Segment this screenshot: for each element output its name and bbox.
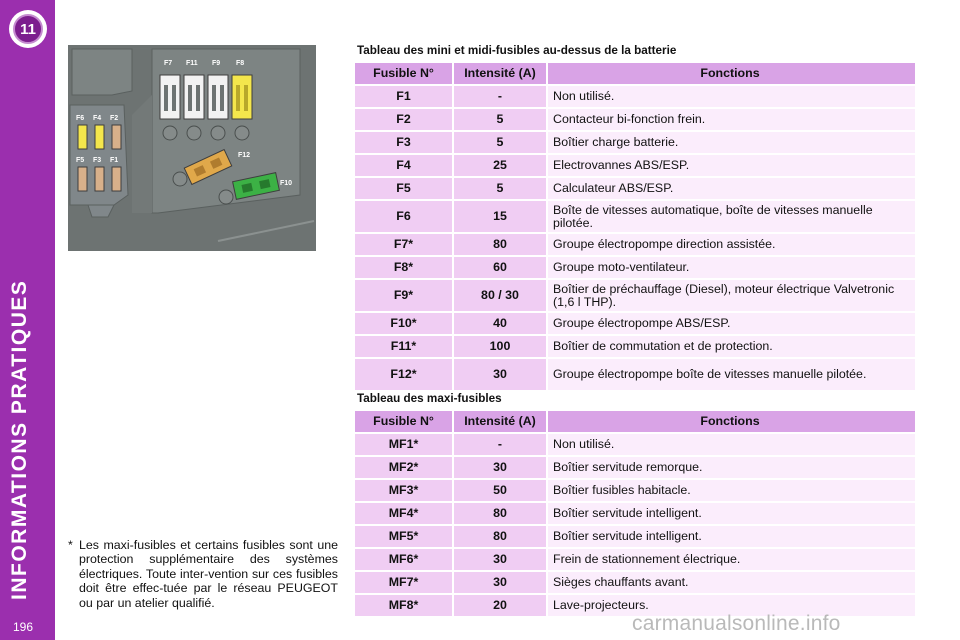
fuse-amps: 40 — [454, 313, 546, 334]
fuse-amps: 80 — [454, 526, 546, 547]
fuse-amps: 50 — [454, 480, 546, 501]
fuse-amps: - — [454, 86, 546, 107]
fuse-number: F3 — [355, 132, 452, 153]
fuse-number: F4 — [355, 155, 452, 176]
header-amps: Intensité (A) — [454, 63, 546, 84]
fuse-f1 — [112, 167, 121, 191]
fuse-label-f5: F5 — [76, 157, 85, 164]
table-header — [355, 63, 915, 84]
table-row — [355, 257, 915, 278]
fuse-box-illustration — [68, 45, 316, 251]
fuse-function: Contacteur bi-fonction frein. — [548, 109, 915, 130]
table1-body — [355, 86, 915, 390]
fuse-amps: 100 — [454, 336, 546, 357]
fuse-amps: 20 — [454, 595, 546, 616]
fuse-number: F10* — [355, 313, 452, 334]
fuse-amps: 5 — [454, 109, 546, 130]
fuse-number: MF5* — [355, 526, 452, 547]
section-title: INFORMATIONS PRATIQUES — [8, 279, 31, 600]
table-row — [355, 132, 915, 153]
fuse-amps: - — [454, 434, 546, 455]
table-row — [355, 480, 915, 501]
fuse-amps: 30 — [454, 549, 546, 570]
fuse-amps: 15 — [454, 201, 546, 232]
fuse-number: F11* — [355, 336, 452, 357]
fuse-label-f1: F1 — [110, 157, 119, 164]
fuse-number: MF3* — [355, 480, 452, 501]
fuse-function: Boîtier fusibles habitacle. — [548, 480, 915, 501]
table-row — [355, 201, 915, 232]
table-row — [355, 503, 915, 524]
fuse-label-f10: F10 — [280, 180, 293, 187]
header-fuse: Fusible N° — [355, 63, 452, 84]
mini-midi-fuse-table — [355, 63, 915, 392]
table-row — [355, 280, 915, 311]
footnote — [68, 538, 338, 610]
fuse-label-f11: F11 — [186, 60, 198, 67]
watermark: carmanualsonline.info — [632, 612, 841, 635]
fuse-function: Boîtier servitude intelligent. — [548, 526, 915, 547]
fuse-function: Non utilisé. — [548, 434, 915, 455]
fuse-number: MF8* — [355, 595, 452, 616]
table-row — [355, 457, 915, 478]
fuse-number: MF6* — [355, 549, 452, 570]
fuse-function: Electrovannes ABS/ESP. — [548, 155, 915, 176]
fuse-number: F1 — [355, 86, 452, 107]
table1-title: Tableau des mini et midi-fusibles au-dessus de la batterie — [357, 44, 677, 57]
table-row — [355, 313, 915, 334]
table-row — [355, 526, 915, 547]
table-row — [355, 178, 915, 199]
fuse-f4 — [95, 125, 104, 149]
fuse-number: F6 — [355, 201, 452, 232]
fuse-number: MF4* — [355, 503, 452, 524]
fuse-amps: 30 — [454, 457, 546, 478]
fuse-f9 — [208, 75, 228, 119]
table2-title: Tableau des maxi-fusibles — [357, 392, 502, 405]
fuse-function: Boîtier servitude intelligent. — [548, 503, 915, 524]
fuse-amps: 80 / 30 — [454, 280, 546, 311]
fuse-function: Boîtier de commutation et de protection. — [548, 336, 915, 357]
table-row — [355, 359, 915, 390]
fuse-function: Non utilisé. — [548, 86, 915, 107]
fuse-number: MF1* — [355, 434, 452, 455]
chapter-sidebar — [0, 0, 55, 640]
fuse-label-f3: F3 — [93, 157, 102, 164]
fuse-label-f4: F4 — [93, 115, 102, 122]
fuse-number: F5 — [355, 178, 452, 199]
fuse-function: Groupe moto-ventilateur. — [548, 257, 915, 278]
footnote-text: Les maxi-fusibles et certains fusibles sont une protection supplémentaire des systèmes électriques. Toute inter-vention sur ces fusibles doit être effec-tuée par le réseau PEUGEOT ou par un atelier qualifié. — [79, 538, 338, 610]
fuse-f11 — [184, 75, 204, 119]
fuse-amps: 80 — [454, 503, 546, 524]
fuse-amps: 25 — [454, 155, 546, 176]
header-fuse: Fusible N° — [355, 411, 452, 432]
footnote-marker: * — [68, 538, 73, 552]
fuse-f7 — [160, 75, 180, 119]
table-row — [355, 549, 915, 570]
fuse-amps: 60 — [454, 257, 546, 278]
fuse-amps: 5 — [454, 132, 546, 153]
fuse-amps: 30 — [454, 572, 546, 593]
fuse-function: Groupe électropompe direction assistée. — [548, 234, 915, 255]
maxi-fuse-table — [355, 411, 915, 618]
fuse-f5 — [78, 167, 87, 191]
fuse-function: Groupe électropompe boîte de vitesses manuelle pilotée. — [548, 359, 915, 390]
fuse-function: Boîtier de préchauffage (Diesel), moteur électrique Valvetronic (1,6 l THP). — [548, 280, 915, 311]
table-row — [355, 336, 915, 357]
fuse-label-f12: F12 — [238, 152, 251, 159]
table-row — [355, 234, 915, 255]
table2-body — [355, 434, 915, 616]
fuse-label-f7: F7 — [164, 60, 173, 67]
fuse-function: Boîte de vitesses automatique, boîte de vitesses manuelle pilotée. — [548, 201, 915, 232]
table-header — [355, 411, 915, 432]
chapter-number: 11 — [13, 14, 43, 44]
fuse-number: F12* — [355, 359, 452, 390]
fuse-number: F2 — [355, 109, 452, 130]
fuse-function: Lave-projecteurs. — [548, 595, 915, 616]
fuse-number: MF7* — [355, 572, 452, 593]
fuse-number: F9* — [355, 280, 452, 311]
table-row — [355, 86, 915, 107]
header-functions: Fonctions — [548, 411, 915, 432]
fuse-function: Boîtier servitude remorque. — [548, 457, 915, 478]
fuse-function: Boîtier charge batterie. — [548, 132, 915, 153]
table-row — [355, 109, 915, 130]
header-amps: Intensité (A) — [454, 411, 546, 432]
fuse-function: Sièges chauffants avant. — [548, 572, 915, 593]
fuse-amps: 80 — [454, 234, 546, 255]
chapter-badge — [9, 10, 47, 48]
fuse-f2 — [112, 125, 121, 149]
fuse-amps: 30 — [454, 359, 546, 390]
fuse-number: F8* — [355, 257, 452, 278]
fuse-function: Frein de stationnement électrique. — [548, 549, 915, 570]
fuse-f3 — [95, 167, 104, 191]
fuse-label-f8: F8 — [236, 60, 245, 67]
table-row — [355, 572, 915, 593]
header-functions: Fonctions — [548, 63, 915, 84]
fuse-f8 — [232, 75, 252, 119]
table-row — [355, 155, 915, 176]
table-row — [355, 434, 915, 455]
fuse-function: Groupe électropompe ABS/ESP. — [548, 313, 915, 334]
fuse-number: F7* — [355, 234, 452, 255]
fuse-label-f2: F2 — [110, 115, 119, 122]
fuse-function: Calculateur ABS/ESP. — [548, 178, 915, 199]
fuse-number: MF2* — [355, 457, 452, 478]
fuse-label-f9: F9 — [212, 60, 221, 67]
page-number: 196 — [13, 620, 34, 634]
fuse-amps: 5 — [454, 178, 546, 199]
fuse-label-f6: F6 — [76, 115, 85, 122]
fuse-f6 — [78, 125, 87, 149]
